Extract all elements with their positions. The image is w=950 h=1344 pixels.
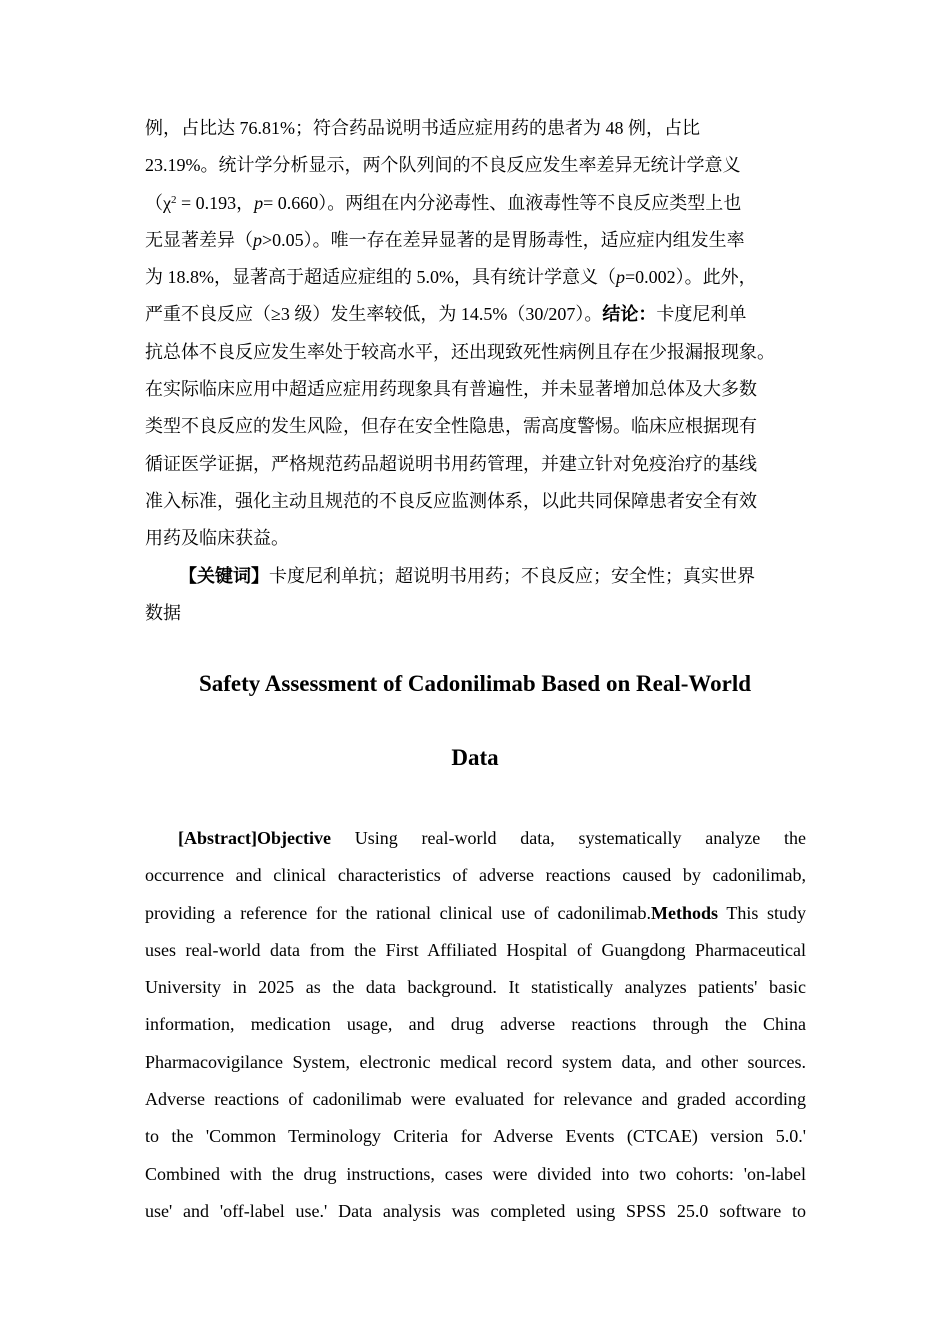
abstract-line — [145, 820, 806, 857]
abstract-line — [145, 895, 806, 932]
abstract-line — [145, 147, 825, 184]
abstract-line — [145, 222, 825, 259]
italic-p: p — [254, 192, 264, 213]
keywords-label: 【关键词】 — [179, 565, 269, 586]
abstract-line — [145, 334, 825, 371]
abstract-line — [145, 446, 825, 483]
abstract-text: to the 'Common Terminology Criteria for Adverse Events (CTCAE) version 5.0.' — [145, 1126, 806, 1147]
abstract-text: information, medication usage, and drug adverse reactions through the China — [145, 1014, 806, 1035]
abstract-line — [145, 185, 825, 222]
english-title-line-2: Data — [451, 745, 499, 770]
abstract-line — [145, 969, 806, 1006]
abstract-text: Using real-world data, systematically analyze the — [354, 828, 806, 848]
abstract-text: 在实际临床应用中超适应症用药现象具有普遍性，并未显著增加总体及大多数 — [145, 379, 757, 400]
abstract-text: uses real-world data from the First Affiliated Hospital of Guangdong Pharmaceutical — [145, 939, 806, 960]
abstract-line — [145, 371, 825, 408]
keywords-text: 卡度尼利单抗；超说明书用药；不良反应；安全性；真实世界 — [269, 565, 755, 586]
abstract-line — [145, 483, 825, 520]
abstract-text: Pharmacovigilance System, electronic medical record system data, and other sources. — [145, 1051, 806, 1072]
abstract-line — [145, 1118, 806, 1155]
italic-p: p — [253, 229, 262, 250]
abstract-text: 为 18.8%，显著高于超适应症组的 5.0%，具有统计学意义（ — [145, 267, 616, 288]
italic-p: p — [616, 267, 625, 288]
abstract-text: = 0.193， — [176, 192, 255, 213]
abstract-text: 无显著差异（ — [145, 229, 253, 250]
abstract-line — [145, 259, 825, 296]
abstract-line — [145, 1081, 806, 1118]
abstract-text: University in 2025 as the data background. It statistically analyzes patients' basic — [145, 977, 806, 998]
abstract-text: 类型不良反应的发生风险，但存在安全性隐患，需高度警惕。临床应根据现有 — [145, 416, 757, 437]
conclusion-label: 结论： — [602, 304, 657, 325]
abstract-label: [Abstract]Objective — [178, 828, 331, 848]
abstract-text: 抗总体不良反应发生率处于较高水平，还出现致死性病例且存在少报漏报现象。 — [145, 341, 775, 362]
abstract-line — [145, 1193, 806, 1230]
chinese-abstract — [145, 110, 825, 632]
abstract-text: >0.05）。唯一存在差异显著的是胃肠毒性，适应症内组发生率 — [262, 229, 745, 250]
abstract-text: 用药及临床获益。 — [145, 528, 289, 549]
superscript: 2 — [171, 193, 177, 206]
keywords-line — [145, 595, 825, 632]
abstract-text: Combined with the drug instructions, cases were divided into two cohorts: 'on-label — [145, 1163, 806, 1184]
abstract-text: This study — [726, 902, 806, 923]
abstract-line — [145, 408, 825, 445]
abstract-text: （χ — [145, 192, 171, 213]
keywords-line — [145, 558, 825, 595]
abstract-text: Adverse reactions of cadonilimab were evaluated for relevance and graded according — [145, 1089, 806, 1110]
abstract-text: 卡度尼利单 — [656, 304, 747, 325]
abstract-line — [145, 520, 825, 557]
abstract-line — [145, 296, 825, 333]
abstract-text: use' and 'off-label use.' Data analysis was completed using SPSS 25.0 software to — [145, 1200, 806, 1221]
abstract-text: occurrence and clinical characteristics of adverse reactions caused by cadonilimab, — [145, 865, 806, 886]
abstract-line — [145, 1044, 806, 1081]
abstract-line — [145, 932, 806, 969]
abstract-line — [145, 1006, 806, 1043]
english-abstract — [145, 820, 806, 1230]
abstract-text: = 0.660）。两组在内分泌毒性、血液毒性等不良反应类型上也 — [263, 192, 742, 213]
abstract-line — [145, 1156, 806, 1193]
abstract-line — [145, 857, 806, 894]
abstract-text: =0.002）。此外， — [625, 267, 757, 288]
english-title-line-1: Safety Assessment of Cadonilimab Based on Real-World — [198, 671, 752, 696]
abstract-text: 循证医学证据，严格规范药品超说明书用药管理，并建立针对免疫治疗的基线 — [145, 453, 757, 474]
methods-label: Methods — [651, 902, 719, 923]
abstract-text: providing a reference for the rational clinical use of cadonilimab. — [145, 902, 652, 923]
abstract-text: 准入标准，强化主动且规范的不良反应监测体系，以此共同保障患者安全有效 — [145, 490, 757, 511]
abstract-line — [145, 110, 825, 147]
keywords-text: 数据 — [145, 602, 181, 623]
abstract-text: 严重不良反应（≥3 级）发生率较低，为 14.5%（30/207）。 — [145, 304, 603, 325]
abstract-text: 例，占比达 76.81%；符合药品说明书适应症用药的患者为 48 例，占比 — [145, 118, 700, 138]
abstract-text: 23.19%。统计学分析显示，两个队列间的不良反应发生率差异无统计学意义 — [145, 155, 741, 176]
